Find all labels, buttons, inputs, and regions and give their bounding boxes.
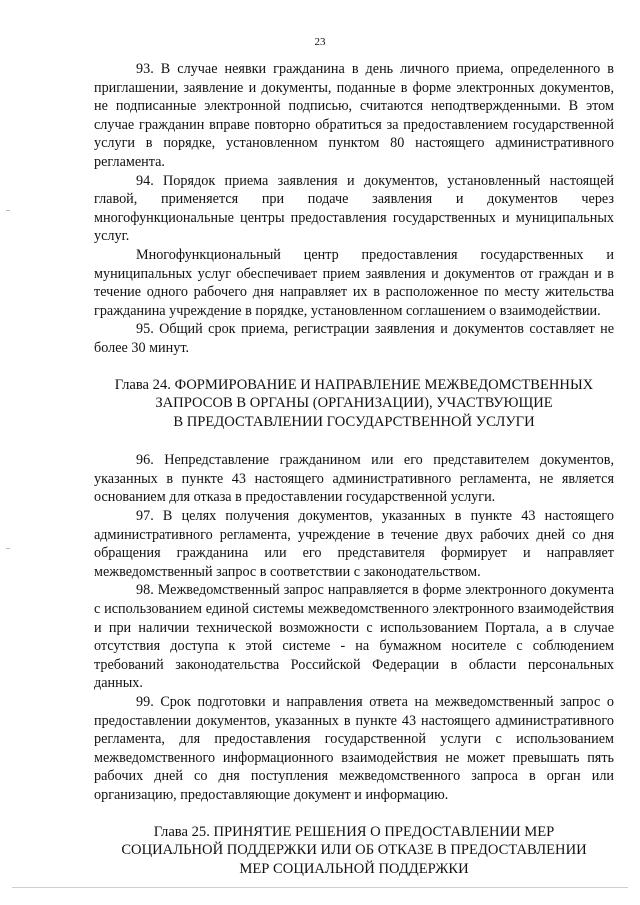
chapter-25-line-3: МЕР СОЦИАЛЬНОЙ ПОДДЕРЖКИ xyxy=(239,860,469,877)
chapter-24-line-3: В ПРЕДОСТАВЛЕНИИ ГОСУДАРСТВЕННОЙ УСЛУГИ xyxy=(173,413,535,430)
paragraph-mfc: Многофункциональный центр предоставления государственных и муниципальных услуг обеспечивает прием заявления и документов от граждан и в течение одного рабочего дня направляет их в расположенное по месту жительства гражданина учреждение в порядке, установленном соглашением о взаимодействии. xyxy=(94,246,614,319)
paragraph-99: 99. Срок подготовки и направления ответа на межведомственный запрос о предоставлении документов, указанных в пункте 43 настоящего административного регламента, для предоставления государственной услуги с использованием межведомственного информационного взаимодействия не может превышать пять рабочих дней со дня поступления межведомственного запроса в орган или организацию, предоставляющие документ и информацию. xyxy=(94,694,614,803)
paragraph-94: 94. Порядок приема заявления и документов, установленный настоящей главой, применяется при подаче заявления и документов через многофункциональные центры предоставления государственных и муниципальных услуг. xyxy=(94,172,614,245)
paragraph-93: 93. В случае неявки гражданина в день личного приема, определенного в приглашении, заявление и документы, поданные в форме электронных документов, не подписанные электронной подписью, считаются неподтвержденными. В этом случае гражданин вправе повторно обратиться за предоставлением государственной услуги в порядке, установленном пунктом 80 настоящего административного регламента. xyxy=(94,61,614,170)
paragraph-97: 97. В целях получения документов, указанных в пункте 43 настоящего административного регламента, учреждение в течение двух рабочих дней со дня обращения гражданина или его представителя формирует и направляет межведомственный запрос в соответствии с законодательством. xyxy=(94,508,614,580)
chapter-25-heading xyxy=(94,823,614,879)
document-body xyxy=(94,60,614,898)
margin-mark xyxy=(6,210,10,211)
chapter-24-heading xyxy=(94,376,614,432)
page-bottom-rule xyxy=(12,887,628,888)
chapter-24-line-1: Глава 24. ФОРМИРОВАНИЕ И НАПРАВЛЕНИЕ МЕЖВЕДОМСТВЕННЫХ xyxy=(114,376,594,393)
chapter-25-line-2: СОЦИАЛЬНОЙ ПОДДЕРЖКИ ИЛИ ОБ ОТКАЗЕ В ПРЕДОСТАВЛЕНИИ xyxy=(121,842,587,859)
paragraph-95: 95. Общий срок приема, регистрации заявления и документов составляет не более 30 минут. xyxy=(94,321,614,356)
paragraph-96: 96. Непредставление гражданином или его представителем документов, указанных в пункте 43 настоящего административного регламента, не является основанием для отказа в предоставлении государственной услуги. xyxy=(94,452,614,506)
paragraph-98: 98. Межведомственный запрос направляется в форме электронного документа с использованием единой системы межведомственного электронного взаимодействия и при наличии технической возможности с использованием Портала, а в случае отсутствия доступа к этой системе - на бумажном носителе с соблюдением требований законодательства Российской Федерации в области персональных данных. xyxy=(94,582,614,692)
page-number: 23 xyxy=(314,36,326,48)
margin-mark xyxy=(6,548,10,549)
chapter-25-line-1: Глава 25. ПРИНЯТИЕ РЕШЕНИЯ О ПРЕДОСТАВЛЕНИИ МЕР xyxy=(153,823,555,840)
chapter-24-line-2: ЗАПРОСОВ В ОРГАНЫ (ОРГАНИЗАЦИИ), УЧАСТВУЮЩИЕ xyxy=(155,395,553,412)
